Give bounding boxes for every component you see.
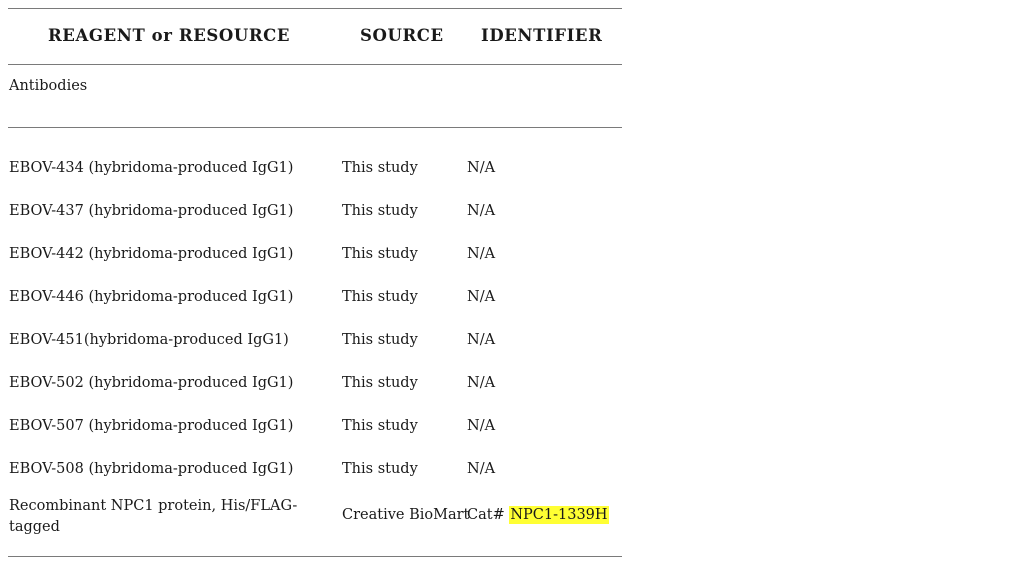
table-row: [8, 320, 622, 363]
catalog-prefix: Cat#: [467, 507, 510, 523]
table-row: [8, 492, 622, 556]
source-cell: This study: [342, 461, 418, 477]
reagent-cell: EBOV-437 (hybridoma-produced IgG1): [9, 203, 294, 219]
identifier-cell: N/A: [467, 203, 496, 219]
identifier-cell: N/A: [467, 418, 496, 434]
identifier-cell: N/A: [467, 246, 496, 262]
header-row: [8, 9, 622, 64]
table-body: [8, 148, 622, 556]
bottom-rule: [8, 556, 622, 557]
identifier-cell: N/A: [467, 160, 496, 176]
source-cell: Creative BioMart: [342, 507, 470, 523]
catalog-number-highlight: NPC1-1339H: [510, 507, 608, 523]
source-cell: This study: [342, 160, 418, 176]
reagent-cell: Recombinant NPC1 protein, His/FLAG-tagged: [9, 498, 298, 535]
table-row: [8, 363, 622, 406]
key-resources-table: [8, 8, 622, 557]
table-row: [8, 406, 622, 449]
reagent-cell: EBOV-508 (hybridoma-produced IgG1): [9, 461, 294, 477]
source-cell: This study: [342, 203, 418, 219]
identifier-cell: N/A: [467, 289, 496, 305]
reagent-cell: EBOV-507 (hybridoma-produced IgG1): [9, 418, 294, 434]
section-row: [8, 65, 622, 127]
reagent-cell: EBOV-451(hybridoma-produced IgG1): [9, 332, 289, 348]
table-row: [8, 191, 622, 234]
source-cell: This study: [342, 289, 418, 305]
reagent-cell: EBOV-446 (hybridoma-produced IgG1): [9, 289, 294, 305]
header-source: SOURCE: [360, 26, 444, 45]
table-row: [8, 277, 622, 320]
identifier-cell: [467, 507, 609, 523]
section-label: Antibodies: [9, 78, 88, 94]
table-row: [8, 148, 622, 191]
reagent-cell: EBOV-502 (hybridoma-produced IgG1): [9, 375, 294, 391]
reagent-cell: EBOV-442 (hybridoma-produced IgG1): [9, 246, 294, 262]
identifier-cell: N/A: [467, 332, 496, 348]
source-cell: This study: [342, 332, 418, 348]
reagent-cell: EBOV-434 (hybridoma-produced IgG1): [9, 160, 294, 176]
table-row: [8, 234, 622, 277]
header-reagent: REAGENT or RESOURCE: [48, 26, 291, 45]
table-row: [8, 449, 622, 492]
source-cell: This study: [342, 418, 418, 434]
source-cell: This study: [342, 246, 418, 262]
identifier-cell: N/A: [467, 461, 496, 477]
source-cell: This study: [342, 375, 418, 391]
identifier-cell: N/A: [467, 375, 496, 391]
header-identifier: IDENTIFIER: [481, 26, 603, 45]
